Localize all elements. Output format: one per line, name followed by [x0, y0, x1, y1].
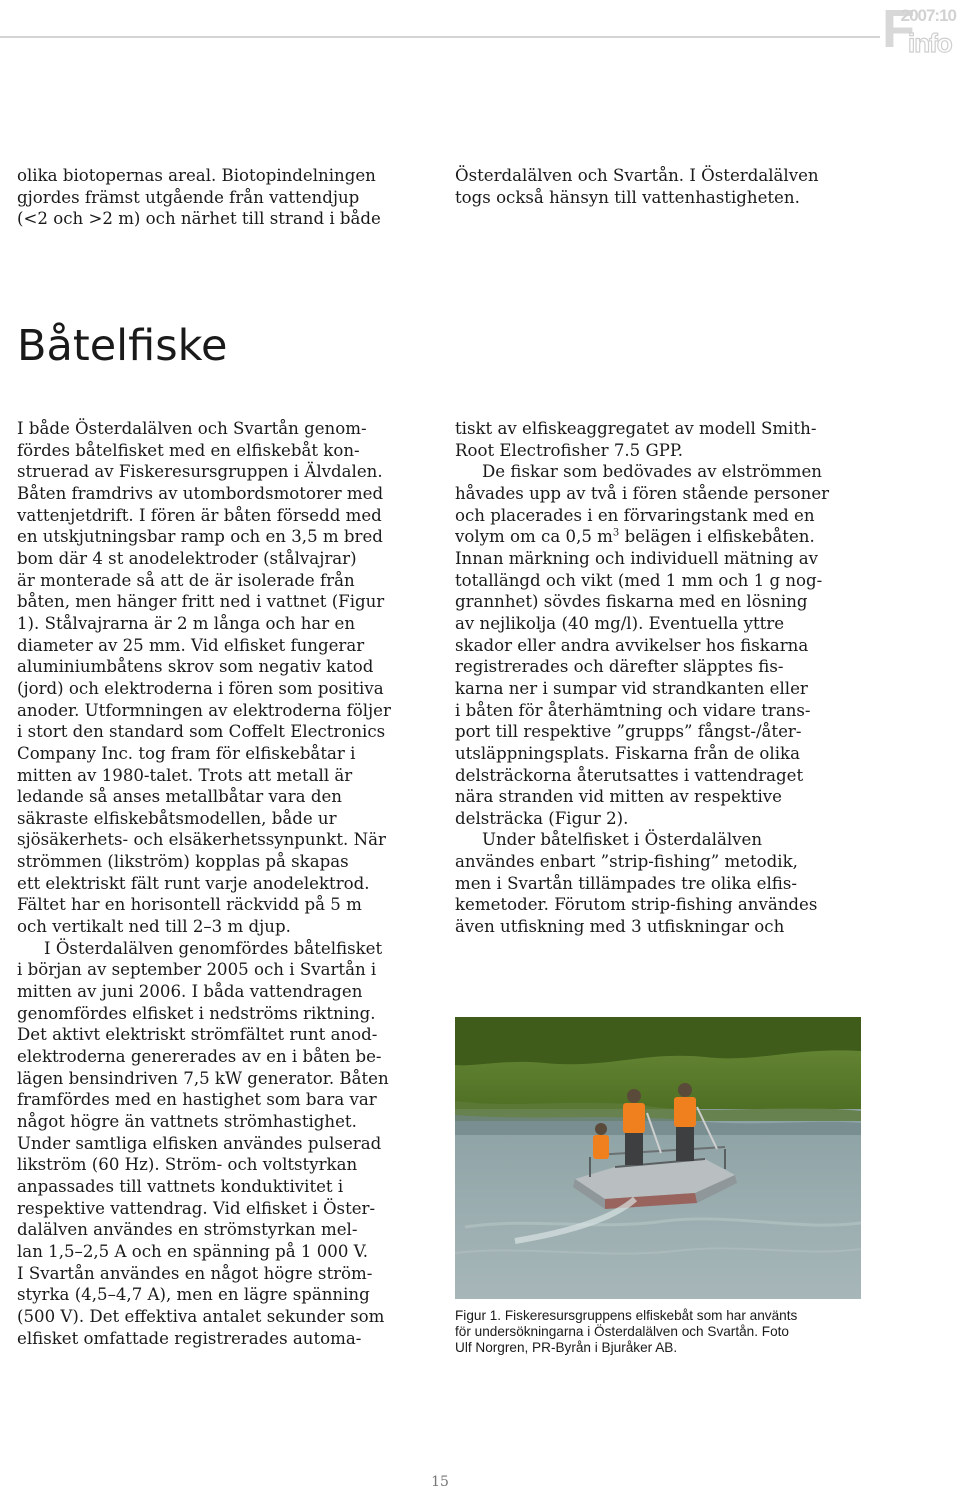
logo-text: info	[908, 28, 952, 58]
paragraph-methods: Under båtelfisket i Österdalälven användes enbart ”strip-fishing” metodik, men i Svartån tillämpades tre olika elfis- kemetoder. Förutom strip-fishing användes även utfiskning med 3 utfiskningar och	[455, 830, 818, 937]
logo-initial: F	[882, 0, 915, 59]
figure-caption: Figur 1. Fiskeresursgruppens elfiskebåt som har använts för undersökningarna i Österdalälven och Svartån. Foto Ulf Norgren, PR-Byrån i Bjuråker AB.	[455, 1308, 798, 1355]
left-column	[17, 418, 447, 1349]
paragraph-fish-handling: De fiskar som bedövades av elströmmen håvades upp av två i fören stående personer och placerades i en förvaringstank med en volym om ca 0,5 $m^3$ belägen i elfiskebåten. Innan märkning och individuell mätning av totallängd och vikt (med 1 mm och 1 g nog- grannhet) sövdes fiskarna med en lösning av nejlikolja (40 mg/l). Eventuella yttre skador eller andra avvikelser hos fiskarna registrerades och därefter släpptes fis- karna ner i sumpar vid strandkanten eller i båten för återhämtning och vidare trans- port till respektive ”grupps” fångst-/åter- utsläppningsplats. Fiskarna från de olika delsträckorna återutsattes i vattendraget nära stranden vid mitten av respektive delsträcka (Figur 2).	[455, 462, 830, 828]
issue-number: 2007:10	[900, 6, 956, 25]
top-right-text: Österdalälven och Svartån. I Österdalälven togs också hänsyn till vattenhastigheten.	[455, 166, 819, 207]
header-rule	[0, 36, 880, 38]
figure-photo	[455, 1017, 861, 1299]
paragraph-aggregate: tiskt av elfiskeaggregatet av modell Smith- Root Electrofisher 7.5 GPP.	[455, 419, 817, 460]
paragraph-boat-description: I både Österdalälven och Svartån genom- fördes båtelfisket med en elfiskebåt kon- struerad av Fiskeresursgruppen i Älvdalen. Båten framdrivs av utombordsmotorer med vattenjetdrift. I fören är båten försedd med en utskjutningsbar ramp och en 3,5 m bred bom där 4 st anodelektroder (stålvajrar) är monterade så att de är isolerade från båten, men hänger fritt ned i vattnet (Figur 1). Stålvajrarna är 2 m långa och har en diameter av 25 mm. Vid elfisket fungerar aluminiumbåtens skrov som negativ katod (jord) och elektroderna i fören som positiva anoder. Utformningen av elektroderna följer i stort den standard som Coffelt Electronics Company Inc. tog fram för elfiskebåtar i mitten av 1980-talet. Trots att metall är ledande så anses metallbåtar vara den säkraste elfiskebåtsmodellen, både ur sjösäkerhets- och elsäkerhetssynpunkt. När strömmen (likström) kopplas på skapas ett elektriskt fält runt varje anodelektrod. Fältet har en horisontell räckvidd på 5 m och vertikalt ned till 2–3 m djup.	[17, 419, 391, 937]
electrofishing-boat-photo	[455, 1017, 861, 1299]
top-left-text: olika biotopernas areal. Biotopindelningen gjordes främst utgående från vattendjup (<2 och >2 m) och närhet till strand i både	[17, 166, 381, 229]
paragraph-fishing-dates: I Österdalälven genomfördes båtelfisket i början av september 2005 och i Svartån i mitten av juni 2006. I båda vattendragen genomfördes elfisket i nedströms riktning. Det aktivt elektriskt strömfältet runt anod- elektroderna genererades av en i båten be- lägen bensindriven 7,5 kW generator. Båten framfördes med en hastighet som bara var något högre än vattnets strömhastighet. Under samtliga elfisken användes pulserad likström (60 Hz). Ström- och voltstyrkan anpassades till vattnets konduktivitet i respektive vattendrag. Vid elfisket i Öster- dalälven användes en strömstyrkan mel- lan 1,5–2,5 A och en spänning på 1 000 V. I Svartån användes en något högre ström- styrka (4,5–4,7 A), men en lägre spänning (500 V). Det effektiva antalet sekunder som elfisket omfattade registrerades automa-	[17, 938, 389, 1348]
finfo-logo	[882, 2, 960, 60]
section-heading: Båtelfiske	[17, 321, 228, 371]
right-column	[455, 418, 895, 938]
page-number: 15	[431, 1474, 449, 1490]
